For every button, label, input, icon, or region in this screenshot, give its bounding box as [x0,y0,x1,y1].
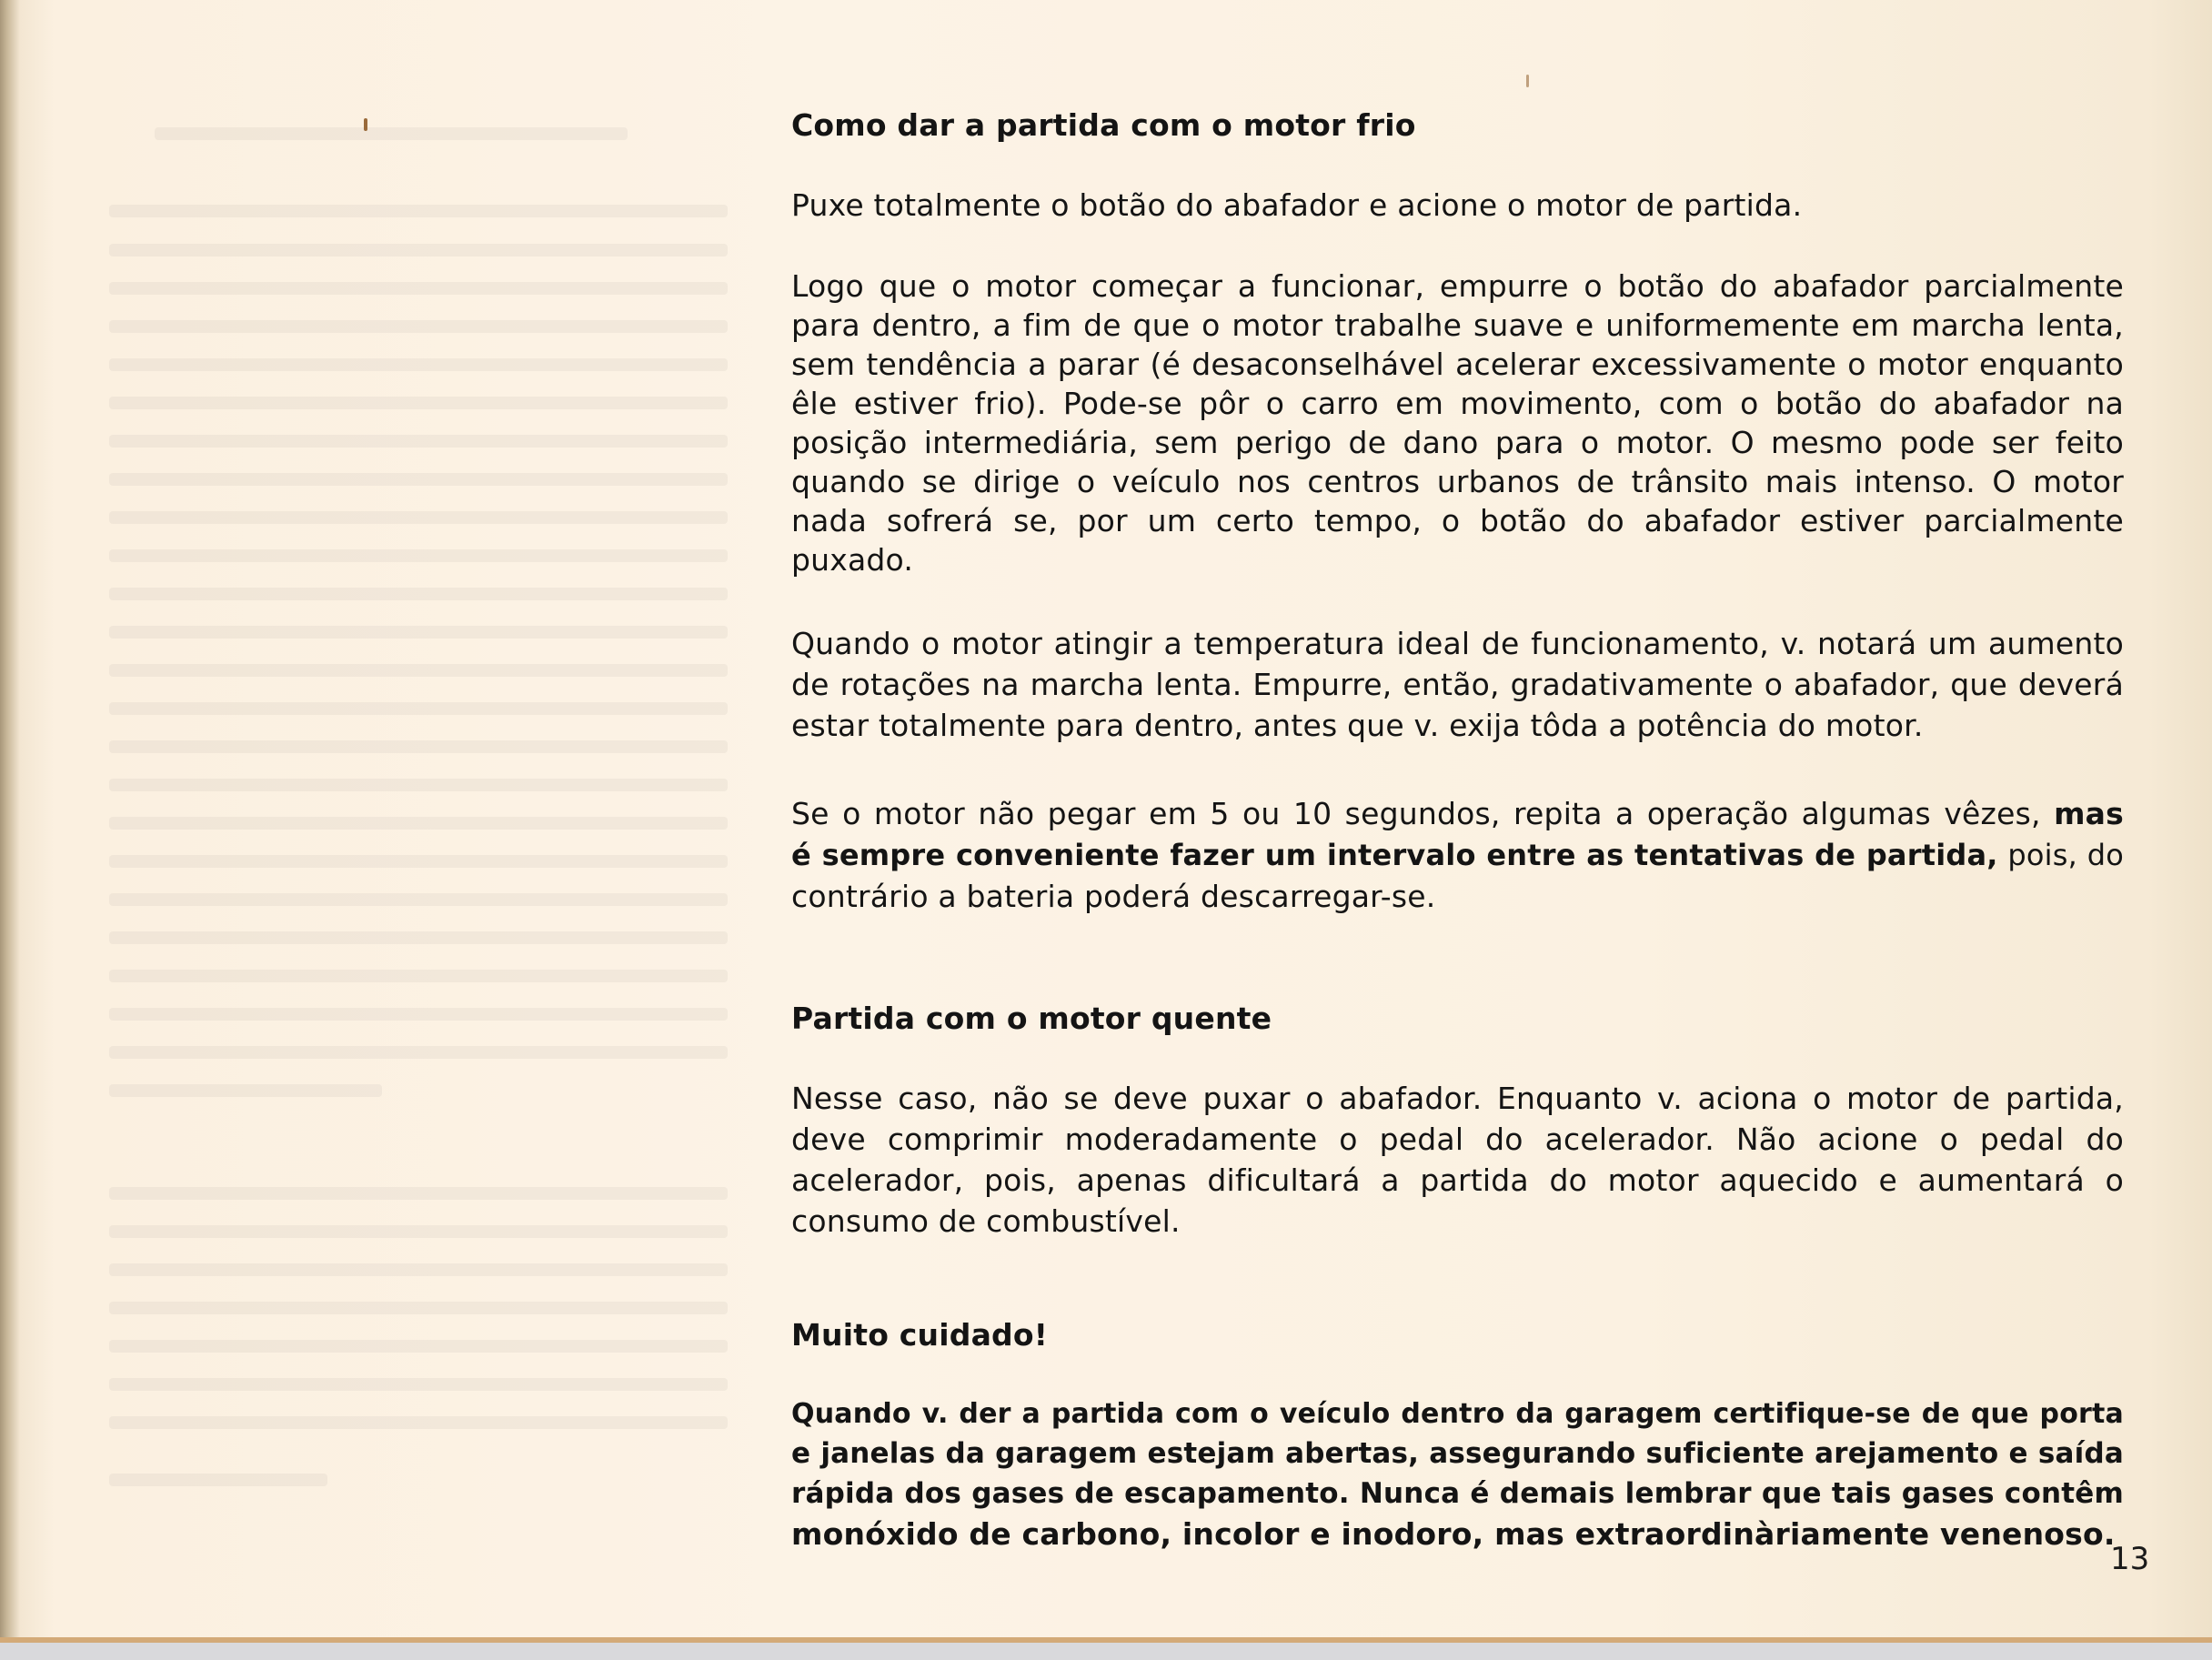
section-heading: Partida com o motor quente [791,1001,1272,1036]
paragraph-line: êle estiver frio). Pode-se pôr o carro em movimento, com o botão do abafador na [791,386,2124,421]
paragraph-line: estar totalmente para dentro, antes que v. exija tôda a potência do motor. [791,708,1924,743]
section-heading: Muito cuidado! [791,1317,1048,1353]
paragraph-line: Nesse caso, não se deve puxar o abafador. Enquanto v. aciona o motor de partida, [791,1081,2124,1116]
paragraph-line: Logo que o motor começar a funcionar, empurre o botão do abafador parcialmente [791,268,2124,304]
paragraph-line: Quando o motor atingir a temperatura ideal de funcionamento, v. notará um aumento [791,626,2124,661]
paragraph-line: sem tendência a parar (é desaconselhável acelerar excessivamente o motor enquanto [791,347,2124,382]
text-run: pois, do [2007,838,2124,872]
paragraph-line: monóxido de carbono, incolor e inodoro, mas extraordinàriamente venenoso. [791,1516,2116,1552]
paragraph-line: deve comprimir moderadamente o pedal do acelerador. Não acione o pedal do [791,1122,2124,1157]
ink-speck [1526,75,1529,87]
paragraph-line [791,793,2124,834]
paragraph-line: e janelas da garagem estejam abertas, assegurando suficiente arejamento e saída [791,1437,2124,1470]
paragraph-line: posição intermediária, sem perigo de dano para o motor. O mesmo pode ser feito [791,425,2124,460]
paragraph-line: rápida dos gases de escapamento. Nunca é demais lembrar que tais gases contêm [791,1477,2124,1510]
paragraph-line: Puxe totalmente o botão do abafador e acione o motor de partida. [791,187,1803,223]
paragraph-line: quando se dirige o veículo nos centros urbanos de trânsito mais intenso. O motor [791,464,2124,499]
paragraph-line: de rotações na marcha lenta. Empurre, então, gradativamente o abafador, que deverá [791,667,2124,702]
emphasis-text: mas [2054,796,2124,831]
paragraph-line: contrário a bateria poderá descarregar-se. [791,879,1436,914]
page-number: 13 [2110,1541,2150,1577]
ink-speck [364,118,367,131]
emphasis-text: é sempre conveniente fazer um intervalo entre as tentativas de partida, [791,838,1998,872]
paragraph-line: nada sofrerá se, por um certo tempo, o botão do abafador estiver parcialmente [791,503,2124,538]
paragraph-line: Quando v. der a partida com o veículo dentro da garagem certifique-se de que porta [791,1398,2124,1430]
paragraph-line: para dentro, a fim de que o motor trabalhe suave e uniformemente em marcha lenta, [791,307,2124,343]
paragraph-line: consumo de combustível. [791,1203,1181,1239]
paragraph-line: acelerador, pois, apenas dificultará a partida do motor aquecido e aumentará o [791,1162,2124,1198]
paragraph-line: puxado. [791,542,914,578]
section-heading: Como dar a partida com o motor frio [791,107,1416,143]
text-run: Se o motor não pegar em 5 ou 10 segundos, repita a operação algumas vêzes, [791,796,2041,831]
paragraph-line [791,835,2124,876]
